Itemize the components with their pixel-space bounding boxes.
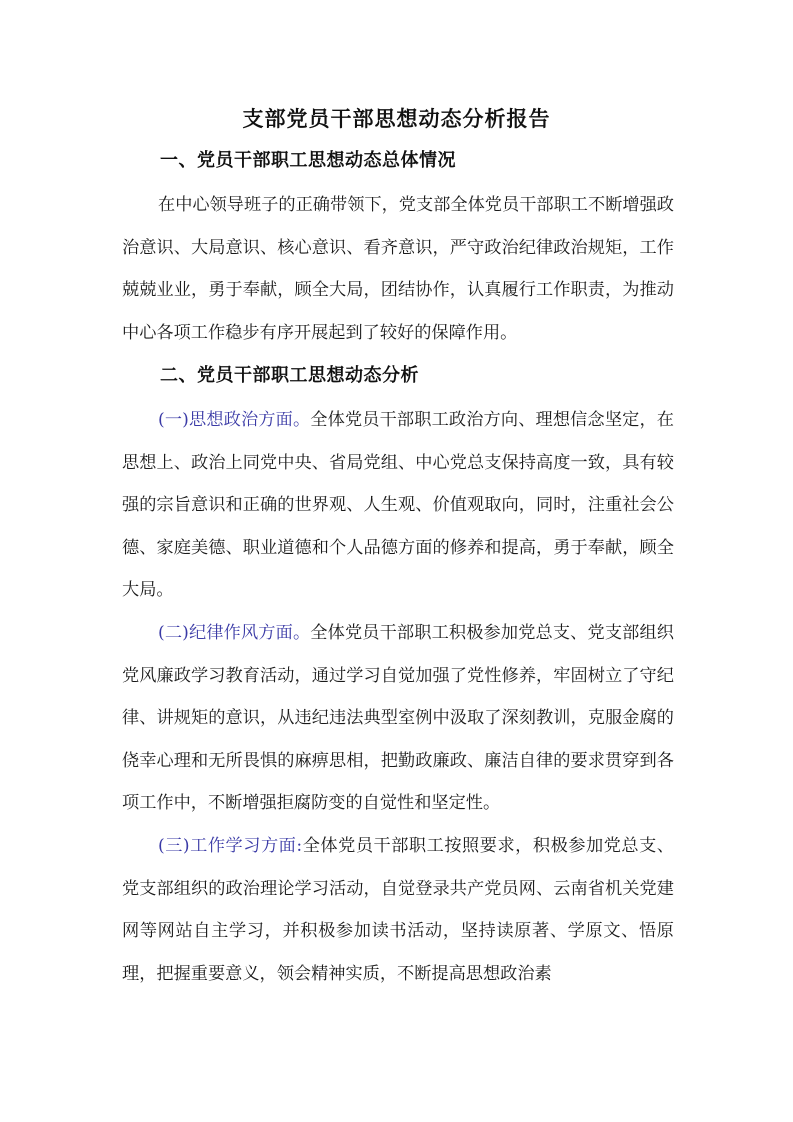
subsection-label-discipline: (二)纪律作风方面。 [158, 623, 311, 643]
paragraph-ideology [122, 399, 674, 615]
paragraph-discipline [122, 612, 674, 828]
subsection-label-study: (三)工作学习方面: [158, 836, 303, 856]
document-title: 支部党员干部思想动态分析报告 [242, 106, 551, 131]
subsection-label-ideology: (一)思想政治方面。 [158, 410, 311, 430]
paragraph-overview [122, 184, 674, 356]
paragraph-text: 全体党员干部职工按照要求，积极参加党总支、党支部组织的政治理论学习活动，自觉登录共产党员网、云南省机关党建网等网站自主学习，并积极参加读书活动，坚持读原著、学原文、悟原理，把握重要意义，领会精神实质，不断提高思想政治素 [122, 836, 674, 984]
section-heading-1: 一、党员干部职工思想动态总体情况 [160, 150, 456, 171]
paragraph-text: 全体党员干部职工积极参加党总支、党支部组织党风廉政学习教育活动，通过学习自觉加强了党性修养，牢固树立了守纪律、讲规矩的意识，从违纪违法典型室例中汲取了深刻教训，克服金腐的侥幸心理和无所畏惧的麻痹思相，把勤政廉政、廉洁自律的要求贯穿到各项工作中，不断增强拒腐防变的自觉性和坚定性。 [122, 623, 674, 814]
paragraph-text: 全体党员干部职工政治方向、理想信念坚定，在思想上、政治上同党中央、省局党组、中心党总支保持高度一致，具有较强的宗旨意识和正确的世界观、人生观、价值观取向，同时，注重社会公德、家庭美德、职业道德和个人品德方面的修养和提高，勇于奉献，顾全大局。 [122, 410, 674, 601]
paragraph-study [122, 825, 674, 997]
paragraph-text: 在中心领导班子的正确带领下，党支部全体党员干部职工不断增强政治意识、大局意识、核心意识、看齐意识，严守政治纪律政治规矩，工作兢兢业业，勇于奉献，顾全大局，团结协作，认真履行工作职责，为推动中心各项工作稳步有序开展起到了较好的保障作用。 [122, 195, 674, 343]
section-heading-2: 二、党员干部职工思想动态分析 [160, 365, 419, 386]
